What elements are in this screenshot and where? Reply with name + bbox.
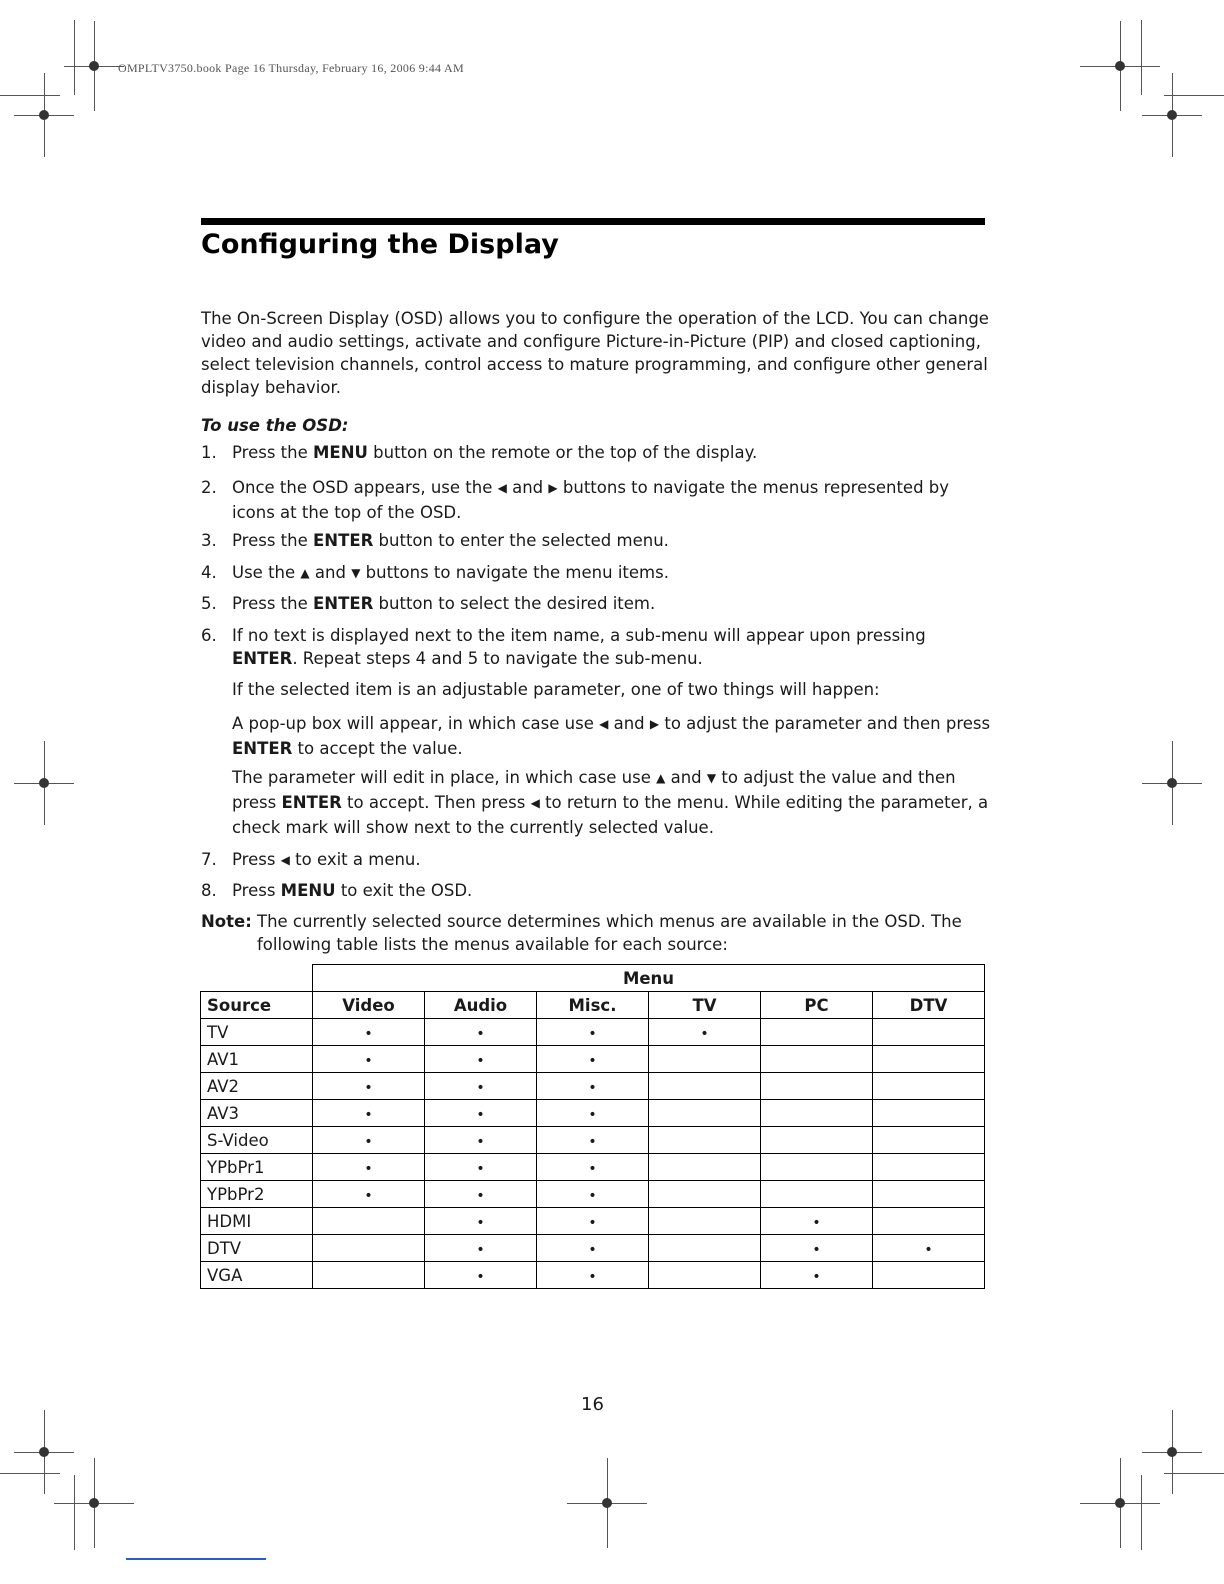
- right-arrow-icon: ▶: [548, 481, 558, 495]
- availability-dot: •: [588, 1268, 597, 1285]
- availability-dot: •: [364, 1133, 373, 1150]
- table-cell: [313, 1235, 425, 1262]
- table-source-cell: HDMI: [201, 1208, 313, 1235]
- table-cell: [873, 1208, 985, 1235]
- table-cell: [649, 1154, 761, 1181]
- enter-keyword: ENTER: [232, 739, 293, 758]
- table-group-header-row: [201, 965, 985, 992]
- table-cell: [425, 1127, 537, 1154]
- table-row: [201, 1262, 985, 1289]
- availability-dot: •: [364, 1079, 373, 1096]
- step-number: 6.: [201, 626, 217, 645]
- table-header-row: [201, 992, 985, 1019]
- availability-dot: •: [476, 1268, 485, 1285]
- step-number: 3.: [201, 531, 217, 550]
- availability-dot: •: [364, 1106, 373, 1123]
- table-cell: [873, 1073, 985, 1100]
- table-column-header: Audio: [425, 992, 537, 1019]
- table-cell: [425, 1181, 537, 1208]
- availability-dot: •: [476, 1160, 485, 1177]
- table-cell: [425, 1235, 537, 1262]
- table-row: [201, 1073, 985, 1100]
- registration-mark-icon: [1167, 110, 1177, 120]
- table-source-cell: YPbPr1: [201, 1154, 313, 1181]
- table-cell: [761, 1046, 873, 1073]
- up-arrow-icon: ▲: [300, 566, 310, 580]
- table-cell: [761, 1235, 873, 1262]
- table-cell: [313, 1262, 425, 1289]
- table-cell: [425, 1208, 537, 1235]
- procedure-heading: To use the OSD:: [201, 416, 349, 435]
- trim-line: [1141, 20, 1142, 95]
- table-cell: [649, 1262, 761, 1289]
- print-slug: OMPLTV3750.book Page 16 Thursday, February 16, 2006 9:44 AM: [118, 61, 464, 75]
- table-column-header: TV: [649, 992, 761, 1019]
- enter-keyword: ENTER: [281, 793, 342, 812]
- menu-availability-table: [200, 964, 985, 1289]
- enter-keyword: ENTER: [232, 649, 293, 668]
- table-cell: [649, 1208, 761, 1235]
- availability-dot: •: [476, 1106, 485, 1123]
- availability-dot: •: [588, 1025, 597, 1042]
- table-cell: [873, 1127, 985, 1154]
- table-menu-header: Menu: [313, 965, 985, 992]
- availability-dot: •: [476, 1214, 485, 1231]
- table-source-cell: S-Video: [201, 1127, 313, 1154]
- table-cell: [873, 1154, 985, 1181]
- enter-keyword: ENTER: [313, 531, 374, 550]
- availability-dot: •: [924, 1241, 933, 1258]
- table-cell: [313, 1100, 425, 1127]
- table-cell: [425, 1073, 537, 1100]
- table-cell: [537, 1235, 649, 1262]
- table-source-cell: AV2: [201, 1073, 313, 1100]
- availability-dot: •: [588, 1160, 597, 1177]
- table-source-cell: AV3: [201, 1100, 313, 1127]
- registration-mark-icon: [1115, 1498, 1125, 1508]
- registration-mark-icon: [602, 1498, 612, 1508]
- table-cell: [761, 1019, 873, 1046]
- trim-line: [1164, 1473, 1224, 1474]
- table-cell: [537, 1046, 649, 1073]
- page-title: Configuring the Display: [201, 229, 559, 260]
- step-number: 8.: [201, 881, 217, 900]
- table-cell: [425, 1154, 537, 1181]
- availability-dot: •: [588, 1241, 597, 1258]
- table-source-cell: TV: [201, 1019, 313, 1046]
- note-text: The currently selected source determines which menus are available in the OSD. The following table lists the menus available for each source:: [257, 912, 962, 954]
- availability-dot: •: [700, 1025, 709, 1042]
- table-column-header: PC: [761, 992, 873, 1019]
- table-cell: [313, 1019, 425, 1046]
- table-cell: [873, 1262, 985, 1289]
- trim-line: [74, 1475, 75, 1550]
- step-number: 1.: [201, 443, 217, 462]
- table-row: [201, 1046, 985, 1073]
- table-cell: [761, 1208, 873, 1235]
- registration-mark-icon: [89, 1498, 99, 1508]
- step-number: 2.: [201, 478, 217, 497]
- table-cell: [313, 1073, 425, 1100]
- table-cell: [761, 1100, 873, 1127]
- table-cell: [649, 1181, 761, 1208]
- step-6-explanation: If the selected item is an adjustable parameter, one of two things will happen:: [232, 680, 880, 699]
- table-cell: [761, 1073, 873, 1100]
- table-cell: [761, 1181, 873, 1208]
- table-cell: [425, 1046, 537, 1073]
- table-source-cell: VGA: [201, 1262, 313, 1289]
- table-row: [201, 1208, 985, 1235]
- availability-dot: •: [588, 1133, 597, 1150]
- availability-dot: •: [476, 1052, 485, 1069]
- availability-dot: •: [476, 1187, 485, 1204]
- table-cell: [649, 1235, 761, 1262]
- left-arrow-icon: ◀: [530, 796, 540, 810]
- table-row: [201, 1100, 985, 1127]
- availability-dot: •: [364, 1187, 373, 1204]
- table-cell: [537, 1208, 649, 1235]
- table-cell: [313, 1046, 425, 1073]
- table-source-cell: YPbPr2: [201, 1181, 313, 1208]
- table-cell: [761, 1154, 873, 1181]
- table-cell: [649, 1019, 761, 1046]
- registration-mark-icon: [39, 1447, 49, 1457]
- availability-dot: •: [364, 1052, 373, 1069]
- table-cell: [873, 1019, 985, 1046]
- menu-keyword: MENU: [313, 443, 368, 462]
- table-cell: [873, 1046, 985, 1073]
- table-cell: [425, 1100, 537, 1127]
- step-6-option-inplace: The parameter will edit in place, in which case use ▲ and ▼ to adjust the value and then press ENTER to accept. Then press ◀ to return to the menu. While editing the parameter, a check mark will show next to the currently selected value.: [232, 768, 989, 837]
- step-1: 1. Press the MENU button on the remote or the top of the display.: [201, 443, 758, 462]
- availability-dot: •: [476, 1133, 485, 1150]
- table-cell: [537, 1100, 649, 1127]
- table-corner-cell: [201, 965, 313, 992]
- table-cell: [537, 1073, 649, 1100]
- table-row: [201, 1235, 985, 1262]
- table-cell: [649, 1100, 761, 1127]
- step-number: 7.: [201, 850, 217, 869]
- availability-dot: •: [476, 1241, 485, 1258]
- registration-mark-icon: [89, 61, 99, 71]
- table-row: [201, 1154, 985, 1181]
- availability-dot: •: [812, 1268, 821, 1285]
- step-8: 8. Press MENU to exit the OSD.: [201, 881, 473, 900]
- table-column-header: Misc.: [537, 992, 649, 1019]
- down-arrow-icon: ▼: [706, 771, 717, 785]
- step-6: 6. If no text is displayed next to the item name, a sub-menu will appear upon pressing ENTER. Repeat steps 4 and 5 to navigate the sub-menu.: [201, 626, 926, 668]
- step-4: 4. Use the ▲ and ▼ buttons to navigate the menu items.: [201, 563, 669, 582]
- note: [201, 910, 991, 956]
- up-arrow-icon: ▲: [656, 771, 666, 785]
- availability-dot: •: [812, 1241, 821, 1258]
- right-arrow-icon: ▶: [649, 717, 660, 731]
- step-number: 5.: [201, 594, 217, 613]
- table-cell: [537, 1019, 649, 1046]
- table-cell: [537, 1181, 649, 1208]
- step-number: 4.: [201, 563, 217, 582]
- table-source-cell: AV1: [201, 1046, 313, 1073]
- table-cell: [649, 1046, 761, 1073]
- title-rule: [201, 218, 985, 225]
- page-number: 16: [581, 1394, 604, 1415]
- step-3: 3. Press the ENTER button to enter the selected menu.: [201, 531, 669, 550]
- table-cell: [649, 1073, 761, 1100]
- table-row: [201, 1019, 985, 1046]
- table-cell: [761, 1127, 873, 1154]
- table-row: [201, 1127, 985, 1154]
- availability-dot: •: [476, 1025, 485, 1042]
- table-source-header: Source: [201, 992, 313, 1019]
- availability-dot: •: [812, 1214, 821, 1231]
- registration-mark-icon: [39, 778, 49, 788]
- table-cell: [873, 1181, 985, 1208]
- registration-mark-icon: [1115, 61, 1125, 71]
- availability-dot: •: [364, 1025, 373, 1042]
- menu-keyword: MENU: [280, 881, 336, 900]
- trim-line: [1164, 95, 1224, 96]
- table-column-header: DTV: [873, 992, 985, 1019]
- note-label: Note:: [201, 912, 252, 931]
- availability-dot: •: [476, 1079, 485, 1096]
- table-cell: [425, 1019, 537, 1046]
- registration-mark-icon: [39, 110, 49, 120]
- availability-dot: •: [588, 1106, 597, 1123]
- table-cell: [313, 1127, 425, 1154]
- table-cell: [313, 1154, 425, 1181]
- table-cell: [761, 1262, 873, 1289]
- table-cell: [873, 1235, 985, 1262]
- table-cell: [649, 1127, 761, 1154]
- step-2: 2. Once the OSD appears, use the ◀ and ▶ buttons to navigate the menus represented by icons at the top of the OSD.: [201, 478, 950, 522]
- availability-dot: •: [588, 1079, 597, 1096]
- bottom-rule: [126, 1558, 266, 1560]
- availability-dot: •: [588, 1187, 597, 1204]
- table-cell: [537, 1154, 649, 1181]
- table-cell: [425, 1262, 537, 1289]
- left-arrow-icon: ◀: [497, 481, 507, 495]
- trim-line: [0, 95, 60, 96]
- left-arrow-icon: ◀: [280, 853, 290, 867]
- table-cell: [537, 1262, 649, 1289]
- table-cell: [313, 1208, 425, 1235]
- availability-dot: •: [364, 1160, 373, 1177]
- table-column-header: Video: [313, 992, 425, 1019]
- table-cell: [313, 1181, 425, 1208]
- registration-mark-icon: [1167, 1447, 1177, 1457]
- registration-mark-icon: [1167, 778, 1177, 788]
- table-cell: [537, 1127, 649, 1154]
- enter-keyword: ENTER: [313, 594, 374, 613]
- down-arrow-icon: ▼: [351, 566, 361, 580]
- step-6-option-popup: A pop-up box will appear, in which case use ◀ and ▶ to adjust the parameter and then press ENTER to accept the value.: [232, 714, 991, 758]
- intro-paragraph: The On-Screen Display (OSD) allows you to configure the operation of the LCD. You can change video and audio settings, activate and configure Picture-in-Picture (PIP) and closed captioning, select television channels, control access to mature programming, and configure other general display behavior.: [201, 309, 989, 397]
- left-arrow-icon: ◀: [599, 717, 609, 731]
- trim-line: [74, 20, 75, 95]
- availability-dot: •: [588, 1214, 597, 1231]
- table-row: [201, 1181, 985, 1208]
- trim-line: [1141, 1475, 1142, 1550]
- table-cell: [873, 1100, 985, 1127]
- step-7: 7. Press ◀ to exit a menu.: [201, 850, 421, 869]
- availability-dot: •: [588, 1052, 597, 1069]
- table-source-cell: DTV: [201, 1235, 313, 1262]
- trim-line: [0, 1473, 60, 1474]
- step-5: 5. Press the ENTER button to select the desired item.: [201, 594, 656, 613]
